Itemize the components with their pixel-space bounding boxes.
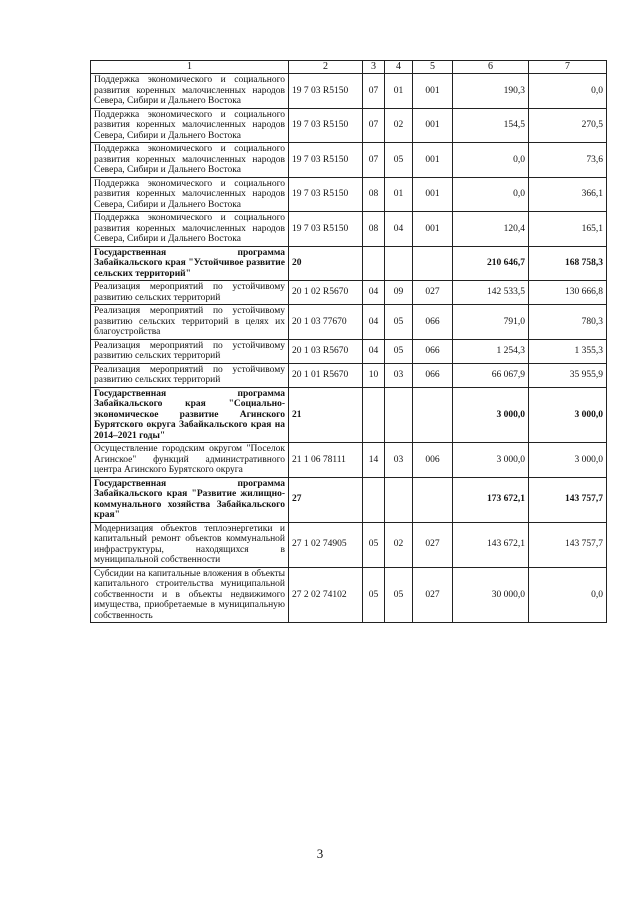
row-value6-cell: 143 672,1 <box>453 522 529 567</box>
row-type-cell: 001 <box>413 177 453 212</box>
table-row <box>91 281 607 305</box>
table-row <box>91 567 607 623</box>
row-value7-cell: 366,1 <box>529 177 607 212</box>
table-row <box>91 108 607 143</box>
row-name-cell: Модернизация объектов теплоэнергетики и капитальный ремонт объектов коммунальной инфраструктуры, находящихся в муниципальной собственности <box>91 522 289 567</box>
row-type-cell: 001 <box>413 108 453 143</box>
row-value6-cell: 190,3 <box>453 74 529 109</box>
budget-table <box>90 60 607 623</box>
row-section-cell: 08 <box>363 177 385 212</box>
table-row <box>91 212 607 247</box>
header-cell: 2 <box>289 61 363 74</box>
row-subsection-cell <box>385 387 413 443</box>
row-type-cell: 066 <box>413 305 453 340</box>
table-row <box>91 143 607 178</box>
row-value7-cell: 0,0 <box>529 567 607 623</box>
row-type-cell: 027 <box>413 522 453 567</box>
row-section-cell <box>363 477 385 522</box>
row-subsection-cell: 02 <box>385 108 413 143</box>
row-type-cell: 006 <box>413 443 453 478</box>
row-name-cell: Реализация мероприятий по устойчивому развитию сельских территорий <box>91 339 289 363</box>
row-value7-cell: 1 355,3 <box>529 339 607 363</box>
row-type-cell: 001 <box>413 74 453 109</box>
row-code-cell: 21 1 06 78111 <box>289 443 363 478</box>
row-subsection-cell <box>385 246 413 281</box>
row-value6-cell: 66 067,9 <box>453 363 529 387</box>
row-section-cell: 04 <box>363 281 385 305</box>
row-section-cell: 07 <box>363 74 385 109</box>
table-row <box>91 387 607 443</box>
table-row <box>91 246 607 281</box>
row-value7-cell: 143 757,7 <box>529 477 607 522</box>
row-value7-cell: 780,3 <box>529 305 607 340</box>
header-cell: 6 <box>453 61 529 74</box>
row-name-cell: Государственная программа Забайкальского края "Развитие жилищно-коммунального хозяйства Забайкальского края" <box>91 477 289 522</box>
table-row <box>91 522 607 567</box>
row-value7-cell: 168 758,3 <box>529 246 607 281</box>
row-type-cell: 001 <box>413 143 453 178</box>
row-name-cell: Поддержка экономического и социального развития коренных малочисленных народов Севера, Сибири и Дальнего Востока <box>91 108 289 143</box>
row-value6-cell: 154,5 <box>453 108 529 143</box>
table-row <box>91 305 607 340</box>
row-section-cell <box>363 387 385 443</box>
table-row <box>91 177 607 212</box>
table-row <box>91 443 607 478</box>
row-name-cell: Осуществление городским округом "Поселок Агинское" функций административного центра Агинского Бурятского округа <box>91 443 289 478</box>
table-header-row <box>91 61 607 74</box>
header-cell: 7 <box>529 61 607 74</box>
row-value7-cell: 165,1 <box>529 212 607 247</box>
row-subsection-cell <box>385 477 413 522</box>
page-number: 3 <box>316 846 324 861</box>
table-row <box>91 477 607 522</box>
table-row <box>91 363 607 387</box>
row-value7-cell: 3 000,0 <box>529 387 607 443</box>
row-code-cell: 20 1 03 77670 <box>289 305 363 340</box>
row-type-cell: 027 <box>413 281 453 305</box>
row-subsection-cell: 01 <box>385 177 413 212</box>
header-cell: 1 <box>91 61 289 74</box>
row-code-cell: 19 7 03 R5150 <box>289 177 363 212</box>
row-subsection-cell: 09 <box>385 281 413 305</box>
row-value7-cell: 143 757,7 <box>529 522 607 567</box>
row-value6-cell: 1 254,3 <box>453 339 529 363</box>
row-code-cell: 20 1 03 R5670 <box>289 339 363 363</box>
row-type-cell <box>413 387 453 443</box>
row-type-cell: 066 <box>413 339 453 363</box>
row-subsection-cell: 03 <box>385 443 413 478</box>
row-code-cell: 19 7 03 R5150 <box>289 74 363 109</box>
row-code-cell: 21 <box>289 387 363 443</box>
row-value7-cell: 3 000,0 <box>529 443 607 478</box>
row-value6-cell: 142 533,5 <box>453 281 529 305</box>
row-value7-cell: 0,0 <box>529 74 607 109</box>
row-section-cell: 07 <box>363 108 385 143</box>
row-section-cell: 08 <box>363 212 385 247</box>
row-code-cell: 19 7 03 R5150 <box>289 108 363 143</box>
row-section-cell: 14 <box>363 443 385 478</box>
row-section-cell: 07 <box>363 143 385 178</box>
row-value6-cell: 210 646,7 <box>453 246 529 281</box>
row-value6-cell: 0,0 <box>453 177 529 212</box>
row-name-cell: Государственная программа Забайкальского края "Социально-экономическое развитие Агинского Бурятского округа Забайкальского края на 2014–2021 годы" <box>91 387 289 443</box>
table-row <box>91 74 607 109</box>
row-code-cell: 27 2 02 74102 <box>289 567 363 623</box>
row-section-cell: 05 <box>363 522 385 567</box>
row-value7-cell: 130 666,8 <box>529 281 607 305</box>
row-type-cell: 001 <box>413 212 453 247</box>
row-section-cell: 04 <box>363 305 385 340</box>
row-subsection-cell: 02 <box>385 522 413 567</box>
row-type-cell: 027 <box>413 567 453 623</box>
row-code-cell: 20 <box>289 246 363 281</box>
row-value6-cell: 791,0 <box>453 305 529 340</box>
row-section-cell <box>363 246 385 281</box>
row-subsection-cell: 05 <box>385 339 413 363</box>
row-code-cell: 20 1 02 R5670 <box>289 281 363 305</box>
row-value7-cell: 73,6 <box>529 143 607 178</box>
row-type-cell: 066 <box>413 363 453 387</box>
row-name-cell: Поддержка экономического и социального развития коренных малочисленных народов Севера, Сибири и Дальнего Востока <box>91 143 289 178</box>
row-name-cell: Субсидии на капитальные вложения в объекты капитального строительства муниципальной собственности и в объекты недвижимого имущества, приобретаемые в муниципальную собственность <box>91 567 289 623</box>
row-subsection-cell: 01 <box>385 74 413 109</box>
row-value7-cell: 35 955,9 <box>529 363 607 387</box>
row-name-cell: Реализация мероприятий по устойчивому развитию сельских территорий в целях их благоустройства <box>91 305 289 340</box>
row-name-cell: Поддержка экономического и социального развития коренных малочисленных народов Севера, Сибири и Дальнего Востока <box>91 177 289 212</box>
row-subsection-cell: 04 <box>385 212 413 247</box>
header-cell: 4 <box>385 61 413 74</box>
row-section-cell: 05 <box>363 567 385 623</box>
row-subsection-cell: 05 <box>385 305 413 340</box>
row-name-cell: Поддержка экономического и социального развития коренных малочисленных народов Севера, Сибири и Дальнего Востока <box>91 212 289 247</box>
row-name-cell: Государственная программа Забайкальского края "Устойчивое развитие сельских территорий" <box>91 246 289 281</box>
row-type-cell <box>413 246 453 281</box>
row-code-cell: 27 1 02 74905 <box>289 522 363 567</box>
row-value6-cell: 3 000,0 <box>453 443 529 478</box>
row-value6-cell: 0,0 <box>453 143 529 178</box>
row-subsection-cell: 05 <box>385 567 413 623</box>
row-subsection-cell: 05 <box>385 143 413 178</box>
header-cell: 3 <box>363 61 385 74</box>
table-row <box>91 339 607 363</box>
row-value6-cell: 3 000,0 <box>453 387 529 443</box>
row-code-cell: 19 7 03 R5150 <box>289 212 363 247</box>
row-section-cell: 04 <box>363 339 385 363</box>
row-value6-cell: 173 672,1 <box>453 477 529 522</box>
row-code-cell: 20 1 01 R5670 <box>289 363 363 387</box>
row-section-cell: 10 <box>363 363 385 387</box>
row-code-cell: 27 <box>289 477 363 522</box>
header-cell: 5 <box>413 61 453 74</box>
row-value6-cell: 120,4 <box>453 212 529 247</box>
row-type-cell <box>413 477 453 522</box>
row-name-cell: Поддержка экономического и социального развития коренных малочисленных народов Севера, Сибири и Дальнего Востока <box>91 74 289 109</box>
row-subsection-cell: 03 <box>385 363 413 387</box>
row-code-cell: 19 7 03 R5150 <box>289 143 363 178</box>
row-value6-cell: 30 000,0 <box>453 567 529 623</box>
row-name-cell: Реализация мероприятий по устойчивому развитию сельских территорий <box>91 363 289 387</box>
row-name-cell: Реализация мероприятий по устойчивому развитию сельских территорий <box>91 281 289 305</box>
row-value7-cell: 270,5 <box>529 108 607 143</box>
